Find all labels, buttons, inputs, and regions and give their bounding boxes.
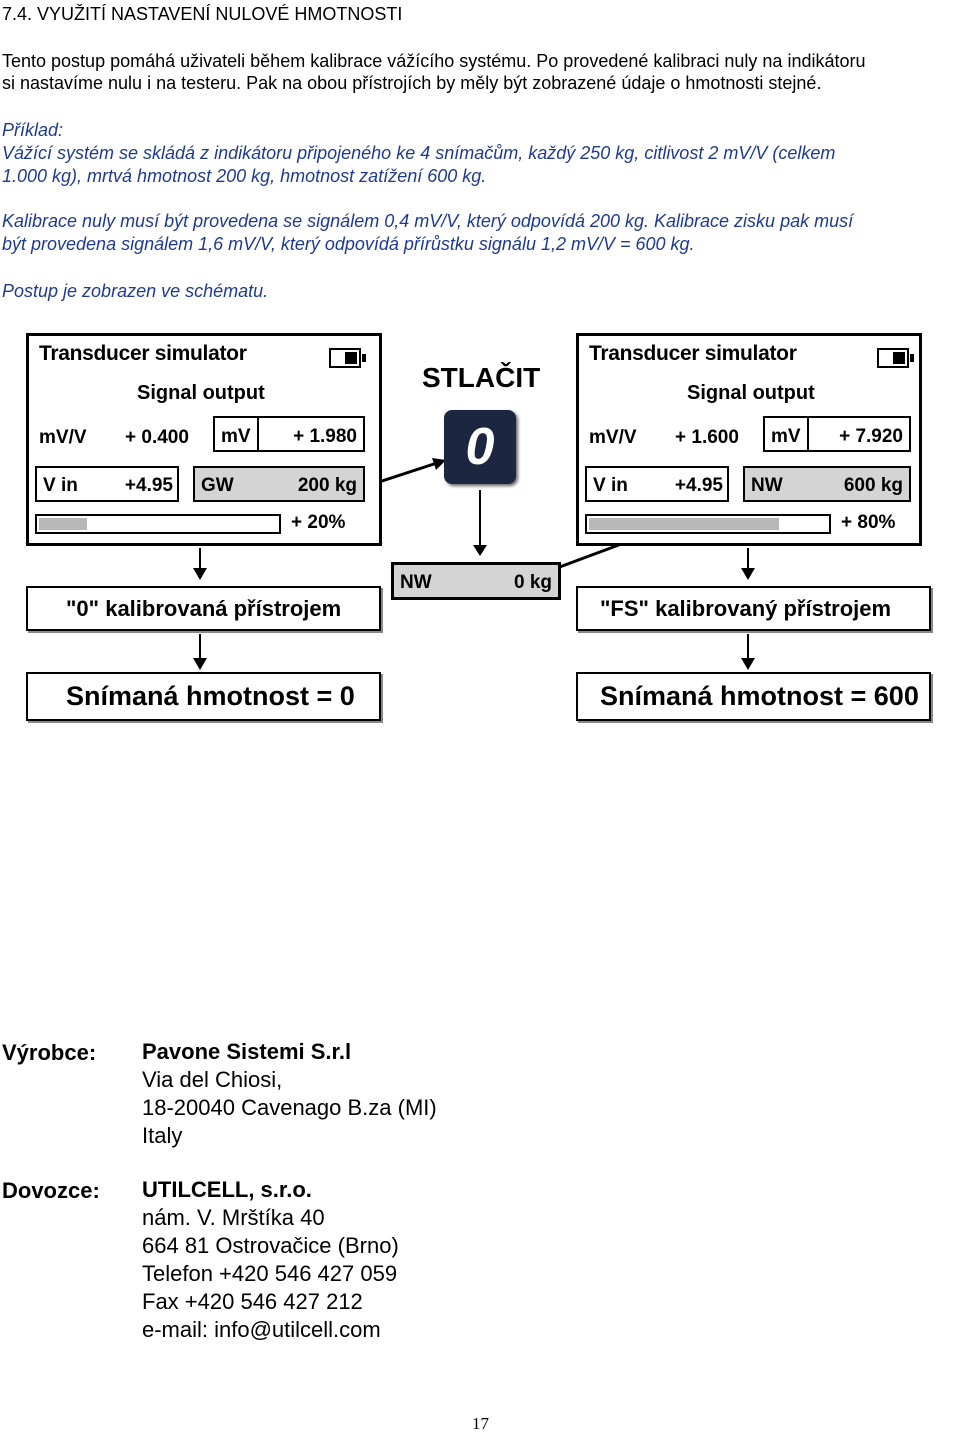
vin-value: +4.95 <box>674 475 723 496</box>
vin-label: V in <box>593 475 628 496</box>
fs-calibrated-box: "FS" kalibrovaný přístrojem <box>576 586 931 631</box>
vin-label: V in <box>43 475 78 496</box>
mv-label: mV <box>221 426 251 447</box>
calibration-line-1: Kalibrace nuly musí být provedena se signálem 0,4 mV/V, který odpovídá 200 kg. Kalibrace zisku pak musí <box>2 211 854 231</box>
example-line-2: 1.000 kg), mrtvá hmotnost 200 kg, hmotnost zatížení 600 kg. <box>2 166 487 186</box>
screen-right-subtitle: Signal output <box>687 382 815 404</box>
manufacturer-name: Pavone Sistemi S.r.l <box>142 1039 352 1064</box>
page-number: 17 <box>472 1414 489 1433</box>
vin-box <box>35 466 179 502</box>
manufacturer-line: Italy <box>142 1123 183 1148</box>
screen-left-subtitle: Signal output <box>137 382 265 404</box>
arrow-down-left-2 <box>199 634 201 668</box>
mv-value: + 7.920 <box>839 426 903 447</box>
weight-box <box>743 466 911 502</box>
net-weight-value: 0 kg <box>513 572 552 593</box>
net-weight-box <box>391 562 561 600</box>
progress-fill <box>39 518 87 530</box>
importer-line: Telefon +420 546 427 059 <box>142 1261 398 1286</box>
procedure-note: Postup je zobrazen ve schématu. <box>2 281 269 301</box>
weight-box <box>193 466 365 502</box>
intro-line-1: Tento postup pomáhá uživateli během kalibrace vážícího systému. Po provedené kalibraci nuly na indikátoru <box>2 51 866 71</box>
manufacturer-line: Via del Chiosi, <box>142 1067 283 1092</box>
battery-icon <box>877 348 909 368</box>
importer-line: 664 81 Ostrovačice (Brno) <box>142 1233 399 1258</box>
progress-percent: + 20% <box>291 512 346 533</box>
connector-center-arrowhead <box>473 545 487 556</box>
manufacturer-label: Výrobce: <box>2 1040 97 1065</box>
example-line-1: Vážící systém se skládá z indikátoru připojeného ke 4 snímačům, každý 250 kg, citlivost 2 mV/V (celkem <box>2 143 836 163</box>
vin-box <box>585 466 729 502</box>
zero-key-label: 0 <box>465 418 495 476</box>
arrow-down-right-2 <box>747 634 749 668</box>
importer-line: nám. V. Mrštíka 40 <box>142 1205 325 1230</box>
battery-icon <box>329 348 361 368</box>
screen-right-title: Transducer simulator <box>589 342 797 365</box>
mv-value: + 1.980 <box>293 426 357 447</box>
mv-box <box>213 416 365 452</box>
read-weight-zero-box: Snímaná hmotnost = 0 <box>26 672 381 721</box>
weight-value: 200 kg <box>297 475 357 496</box>
calibration-line-2: být provedena signálem 1,6 mV/V, který odpovídá přírůstku signálu 1,2 mV/V = 600 kg. <box>2 234 695 254</box>
importer-line: e-mail: info@utilcell.com <box>142 1317 381 1342</box>
progress-bar <box>585 514 831 534</box>
progress-fill <box>589 518 779 530</box>
arrow-down-right-1 <box>747 548 749 578</box>
progress-percent: + 80% <box>841 512 896 533</box>
press-label: STLAČIT <box>422 362 541 393</box>
weight-label: NW <box>751 475 783 496</box>
importer-name: UTILCELL, s.r.o. <box>142 1177 312 1202</box>
mvv-value: + 0.400 <box>125 427 189 448</box>
mv-label: mV <box>771 426 801 447</box>
arrow-down-left-1 <box>199 548 201 578</box>
importer-line: Fax +420 546 427 212 <box>142 1289 363 1314</box>
screen-left <box>26 333 382 546</box>
weight-value: 600 kg <box>843 475 903 496</box>
screen-right <box>576 333 922 546</box>
intro-line-2: si nastavíme nulu i na testeru. Pak na obou přístrojích by měly být zobrazené údaje o hmotnosti stejné. <box>2 73 822 93</box>
mvv-label: mV/V <box>589 427 637 448</box>
mv-box <box>763 416 911 452</box>
section-heading: 7.4. VYUŽITÍ NASTAVENÍ NULOVÉ HMOTNOSTI <box>2 4 403 24</box>
screen-left-title: Transducer simulator <box>39 342 247 365</box>
weight-label: GW <box>201 475 234 496</box>
zero-button[interactable] <box>444 410 516 484</box>
importer-label: Dovozce: <box>2 1178 100 1203</box>
mvv-value: + 1.600 <box>675 427 739 448</box>
example-title: Příklad: <box>2 120 64 140</box>
mvv-label: mV/V <box>39 427 87 448</box>
vin-value: +4.95 <box>124 475 173 496</box>
net-weight-label: NW <box>400 572 432 593</box>
manufacturer-line: 18-20040 Cavenago B.za (MI) <box>142 1095 437 1120</box>
progress-bar <box>35 514 281 534</box>
zero-calibrated-box: "0" kalibrovaná přístrojem <box>26 586 381 631</box>
read-weight-600-box: Snímaná hmotnost = 600 <box>576 672 931 721</box>
